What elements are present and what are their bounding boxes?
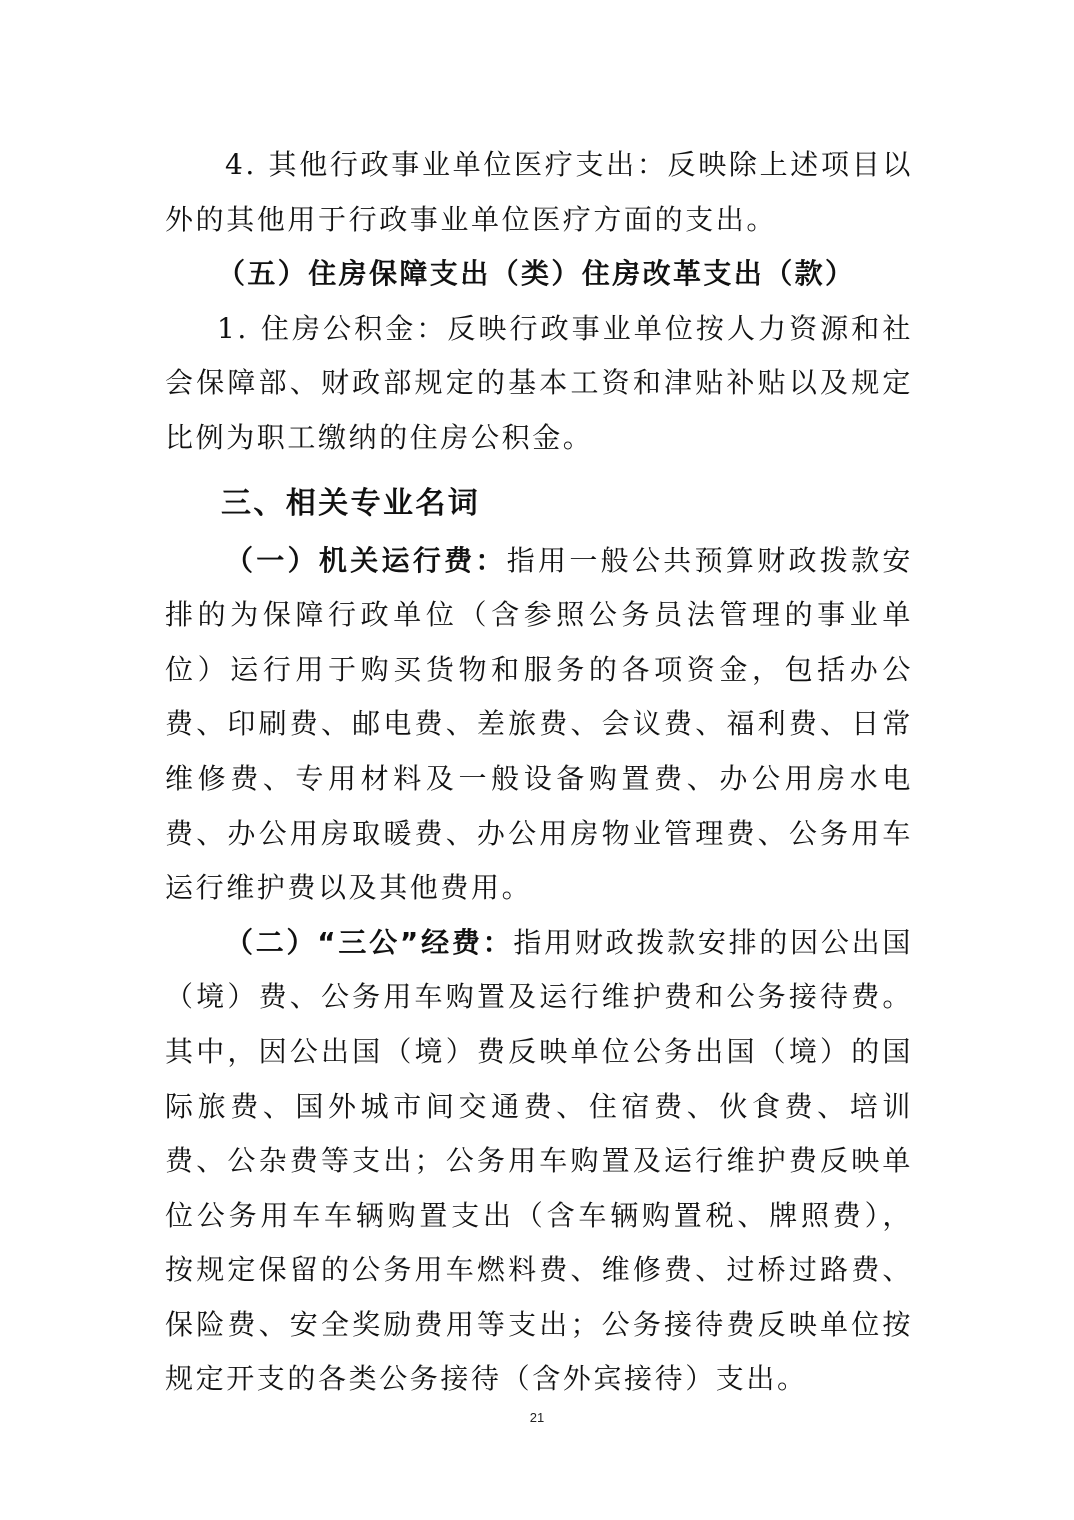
paragraph-term-operating-cost [165,534,913,916]
term-text-three-public: 指用财政拨款安排的因公出国（境）费、公务用车购置及运行维护费和公务接待费。其中，因公出国（境）费反映单位公务出国（境）的国际旅费、国外城市间交通费、住宿费、伙食费、培训 费、公杂费等支出；公务用车购置及运行维护费反映单位公务用车车辆购置支出（含车辆购置税、牌照费），按规定保留的公务用车燃料费、维修费、过桥过路费、保险费、安全奖励费用等支出；公务接待费反映单位按规定开支的各类公务接待（含外宾接待）支出。 [165,925,913,1396]
term-text-operating-cost: 指用一般公共预算财政拨款安排的为保障行政单位（含参照公务员法管理的事业单位）运行用于购买货物和服务的各项资金，包括办公费、印刷费、邮电费、差旅费、会议费、福利费、日常维修费、专用材料及一般设备购置费、办公用房水电费、办公用房取暖费、办公用房物业管理费、公务用车运行维护费以及其他费用。 [165,543,913,905]
term-label-three-public: （二）“三公”经费： [225,925,514,959]
section-heading-housing: （五）住房保障支出（类）住房改革支出（款） [217,257,856,291]
term-label-operating-cost: （一）机关运行费： [225,543,507,577]
paragraph-term-three-public [165,916,913,1407]
section-heading-terms: 三、相关专业名词 [221,485,481,521]
page-number: 21 [529,1410,545,1425]
document-body [165,138,913,1407]
paragraph-housing-fund: 1. 住房公积金：反映行政事业单位按人力资源和社会保障部、财政部规定的基本工资和津贴补贴以及规定比例为职工缴纳的住房公积金。 [165,311,913,454]
paragraph-medical-other: 4. 其他行政事业单位医疗支出：反映除上述项目以外的其他用于行政事业单位医疗方面的支出。 [165,148,913,236]
